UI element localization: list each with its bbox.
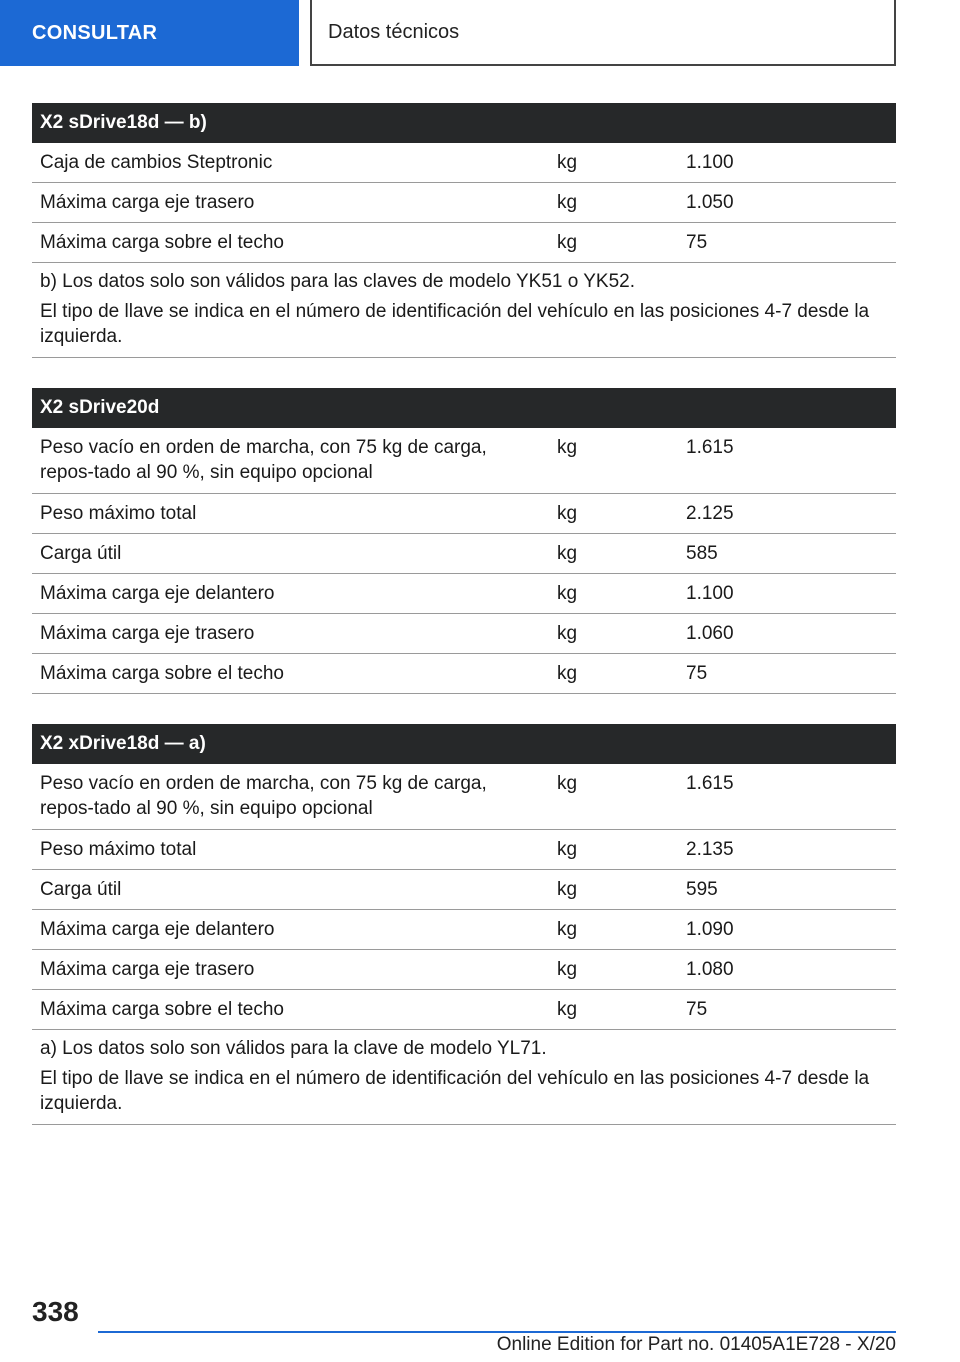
- table-row: [32, 830, 896, 870]
- row-unit: kg: [557, 152, 578, 173]
- footnote-text: El tipo de llave se indica en el número de identificación del vehículo en las posiciones 4-7 desde la izquierda.: [40, 1068, 870, 1114]
- row-unit: kg: [557, 437, 578, 458]
- section-tab[interactable]: CONSULTAR: [0, 0, 299, 66]
- table-footnote: [32, 1030, 896, 1125]
- row-label: Máxima carga eje trasero: [40, 192, 255, 213]
- row-unit: kg: [557, 879, 578, 900]
- table-row: [32, 764, 896, 830]
- row-label: Peso vacío en orden de marcha, con 75 kg de carga, repos-tado al 90 %, sin equipo opcional: [40, 437, 487, 483]
- row-unit: kg: [557, 663, 578, 684]
- footnote-text: a) Los datos solo son válidos para la clave de modelo YL71.: [40, 1038, 547, 1059]
- row-unit: kg: [557, 773, 578, 794]
- row-label: Máxima carga eje trasero: [40, 623, 255, 644]
- row-unit: kg: [557, 192, 578, 213]
- footer-divider: [98, 1331, 896, 1333]
- table-row: [32, 654, 896, 694]
- table-row: [32, 990, 896, 1030]
- row-value: 1.050: [686, 192, 734, 213]
- table-title: X2 sDrive20d: [32, 388, 896, 428]
- table-row: [32, 143, 896, 183]
- row-value: 2.135: [686, 839, 734, 860]
- row-unit: kg: [557, 232, 578, 253]
- row-value: 585: [686, 543, 718, 564]
- row-value: 1.080: [686, 959, 734, 980]
- row-unit: kg: [557, 959, 578, 980]
- table-row: [32, 950, 896, 990]
- row-value: 1.100: [686, 152, 734, 173]
- row-unit: kg: [557, 999, 578, 1020]
- spec-content: [32, 103, 896, 1155]
- row-value: 75: [686, 232, 708, 253]
- row-unit: kg: [557, 623, 578, 644]
- row-value: 1.100: [686, 583, 734, 604]
- table-row: [32, 574, 896, 614]
- footnote-text: b) Los datos solo son válidos para las claves de modelo YK51 o YK52.: [40, 271, 636, 292]
- row-value: 1.090: [686, 919, 734, 940]
- spec-table-xdrive18d: [32, 724, 896, 1125]
- row-unit: kg: [557, 919, 578, 940]
- row-value: 1.060: [686, 623, 734, 644]
- table-row: [32, 534, 896, 574]
- table-footnote: [32, 263, 896, 358]
- row-label: Máxima carga sobre el techo: [40, 232, 284, 253]
- table-row: [32, 494, 896, 534]
- footnote-text: El tipo de llave se indica en el número de identificación del vehículo en las posiciones 4-7 desde la izquierda.: [40, 301, 870, 347]
- row-label: Máxima carga sobre el techo: [40, 663, 284, 684]
- row-label: Peso máximo total: [40, 503, 197, 524]
- row-label: Carga útil: [40, 879, 122, 900]
- edition-footer: Online Edition for Part no. 01405A1E728 - X/20: [496, 1334, 896, 1355]
- row-value: 75: [686, 663, 708, 684]
- table-row: [32, 428, 896, 494]
- row-value: 1.615: [686, 437, 734, 458]
- row-label: Peso vacío en orden de marcha, con 75 kg de carga, repos-tado al 90 %, sin equipo opcional: [40, 773, 487, 819]
- row-label: Carga útil: [40, 543, 122, 564]
- row-value: 2.125: [686, 503, 734, 524]
- spec-table-sdrive20d: [32, 388, 896, 694]
- page-number: 338: [32, 1296, 79, 1327]
- table-row: [32, 910, 896, 950]
- row-label: Máxima carga sobre el techo: [40, 999, 284, 1020]
- row-value: 75: [686, 999, 708, 1020]
- table-row: [32, 183, 896, 223]
- row-unit: kg: [557, 543, 578, 564]
- row-label: Máxima carga eje delantero: [40, 583, 275, 604]
- row-unit: kg: [557, 839, 578, 860]
- row-label: Caja de cambios Steptronic: [40, 152, 273, 173]
- row-label: Peso máximo total: [40, 839, 197, 860]
- table-title: X2 xDrive18d — a): [32, 724, 896, 764]
- row-label: Máxima carga eje delantero: [40, 919, 275, 940]
- spec-table-sdrive18d: [32, 103, 896, 358]
- table-row: [32, 223, 896, 263]
- table-row: [32, 614, 896, 654]
- row-unit: kg: [557, 583, 578, 604]
- table-title: X2 sDrive18d — b): [32, 103, 896, 143]
- row-value: 1.615: [686, 773, 734, 794]
- row-value: 595: [686, 879, 718, 900]
- page-title: Datos técnicos: [310, 0, 896, 66]
- row-unit: kg: [557, 503, 578, 524]
- table-row: [32, 870, 896, 910]
- row-label: Máxima carga eje trasero: [40, 959, 255, 980]
